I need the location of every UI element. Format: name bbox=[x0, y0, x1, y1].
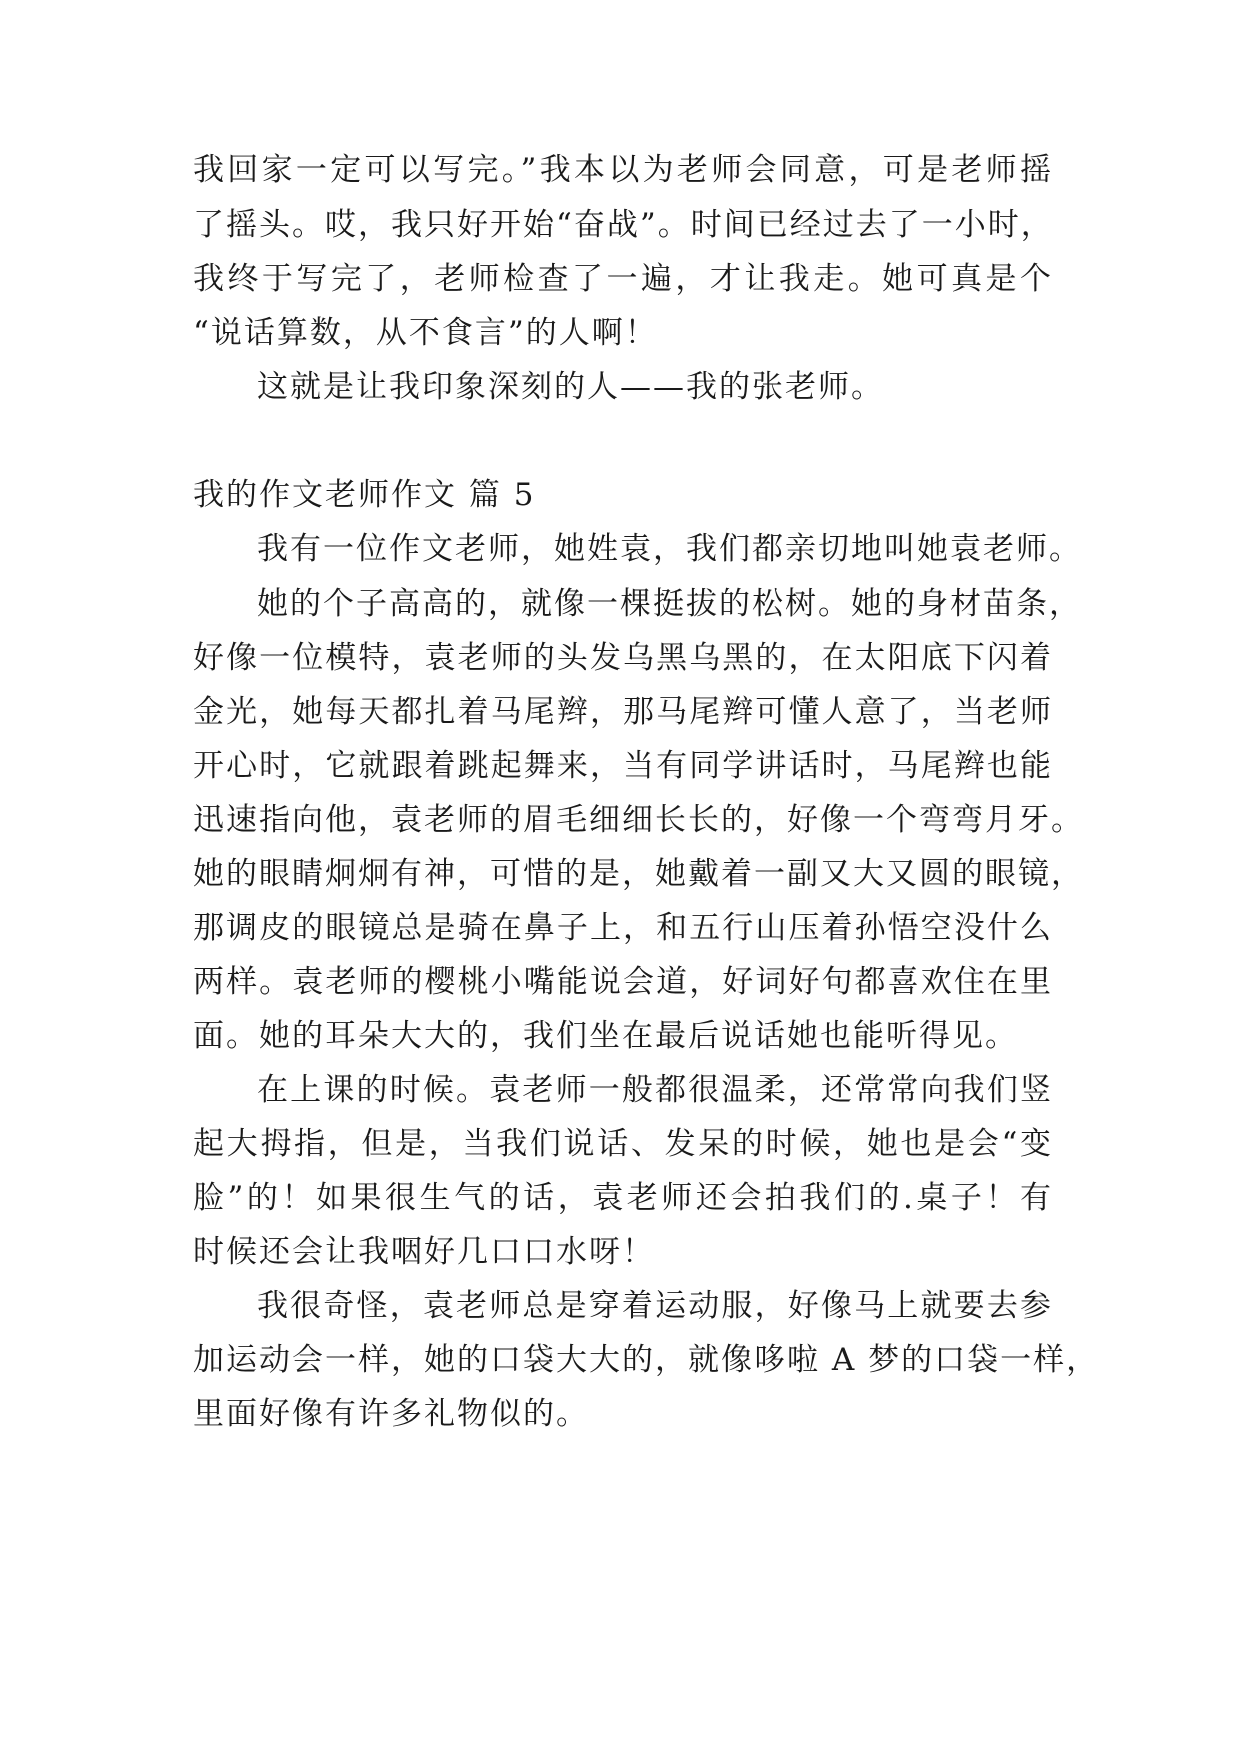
paragraph-line: 迅速指向他，袁老师的眉毛细细长长的，好像一个弯弯月牙。 bbox=[193, 802, 1084, 838]
paragraph-line: 我有一位作文老师，她姓袁，我们都亲切地叫她袁老师。 bbox=[257, 531, 1082, 567]
paragraph-line: 我终于写完了，老师检查了一遍，才让我走。她可真是个 bbox=[193, 261, 1053, 297]
paragraph-line: 她的个子高高的，就像一棵挺拔的松树。她的身材苗条， bbox=[257, 586, 1082, 622]
paragraph-line: “说话算数，从不食言”的人啊！ bbox=[193, 315, 658, 351]
paragraph-line: 那调皮的眼镜总是骑在鼻子上，和五行山压着孙悟空没什么 bbox=[193, 910, 1053, 946]
paragraph-line: 金光，她每天都扎着马尾辫，那马尾辫可懂人意了，当老师 bbox=[193, 694, 1053, 730]
paragraph-line: 我很奇怪，袁老师总是穿着运动服，好像马上就要去参 bbox=[257, 1288, 1053, 1324]
paragraph-line: 开心时，它就跟着跳起舞来，当有同学讲话时，马尾辫也能 bbox=[193, 748, 1053, 784]
paragraph-line: 时候还会让我咽好几口口水呀！ bbox=[193, 1234, 655, 1270]
section-heading: 我的作文老师作文 篇 5 bbox=[193, 477, 536, 513]
closing-line: 这就是让我印象深刻的人——我的张老师。 bbox=[257, 369, 884, 405]
paragraph-line: 她的眼睛炯炯有神，可惜的是，她戴着一副又大又圆的眼镜， bbox=[193, 856, 1084, 892]
paragraph-line: 脸”的！如果很生气的话，袁老师还会拍我们的.桌子！有 bbox=[193, 1180, 1053, 1216]
paragraph-line: 面。她的耳朵大大的，我们坐在最后说话她也能听得见。 bbox=[193, 1018, 1018, 1054]
paragraph-line: 两样。袁老师的樱桃小嘴能说会道，好词好句都喜欢住在里 bbox=[193, 964, 1053, 1000]
paragraph-line: 我回家一定可以写完。”我本以为老师会同意，可是老师摇 bbox=[193, 152, 1053, 188]
paragraph-line: 起大拇指，但是，当我们说话、发呆的时候，她也是会“变 bbox=[193, 1126, 1053, 1162]
paragraph-line: 加运动会一样，她的口袋大大的，就像哆啦 A 梦的口袋一样， bbox=[193, 1342, 1100, 1378]
paragraph-line: 在上课的时候。袁老师一般都很温柔，还常常向我们竖 bbox=[257, 1072, 1053, 1108]
paragraph-line: 里面好像有许多礼物似的。 bbox=[193, 1396, 589, 1432]
paragraph-line: 了摇头。哎，我只好开始“奋战”。时间已经过去了一小时， bbox=[193, 207, 1054, 243]
paragraph-line: 好像一位模特，袁老师的头发乌黑乌黑的，在太阳底下闪着 bbox=[193, 640, 1053, 676]
